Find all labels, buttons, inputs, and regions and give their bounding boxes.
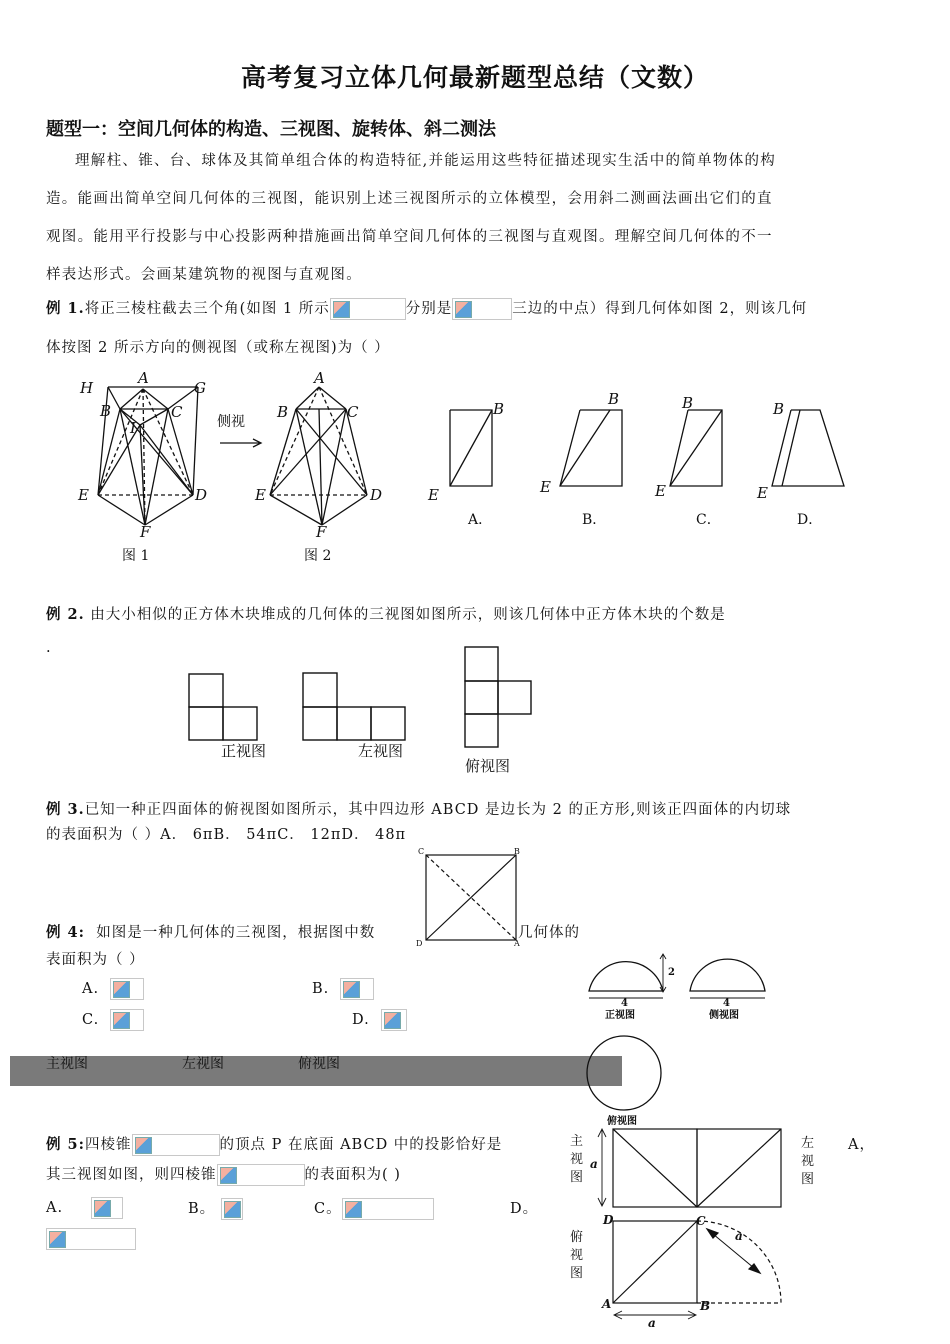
svg-text:I: I bbox=[130, 419, 136, 437]
formula-image bbox=[132, 1134, 220, 1156]
example-2-line-1 bbox=[46, 603, 726, 624]
svg-text:B: B bbox=[773, 400, 785, 418]
svg-text:F: F bbox=[316, 523, 327, 541]
example-5-option-d-image bbox=[46, 1228, 136, 1250]
svg-text:H: H bbox=[80, 379, 94, 397]
intro-line-4: 样表达形式。会画某建筑物的视图与直观图。 bbox=[46, 267, 362, 283]
svg-text:B: B bbox=[277, 403, 289, 421]
example-2-dot: . bbox=[46, 640, 52, 656]
example-5-option-b: B。 bbox=[188, 1197, 243, 1220]
example-4-option-c: C. bbox=[82, 1009, 144, 1031]
example-4-option-a: A. bbox=[82, 978, 144, 1000]
example-5-line-2a: 其三视图如图，则四棱锥 bbox=[46, 1167, 217, 1183]
svg-text:E: E bbox=[540, 478, 551, 496]
example-4-figure bbox=[580, 945, 780, 1130]
intro-line-3: 观图。能用平行投影与中心投影两种措施画出简单空间几何体的三视图与直观图。理解空间几何体的不一 bbox=[46, 229, 773, 245]
formula-image bbox=[330, 298, 406, 320]
top-view-label: 俯视图 bbox=[465, 757, 511, 775]
example-3-line-2: 的表面积为（ ）A． 6πB． 54πC． 12πD． 48π bbox=[46, 827, 407, 843]
top-view-char-3: 图 bbox=[570, 1266, 584, 1281]
corner-b: B bbox=[514, 847, 520, 856]
example-2-text: 由大小相似的正方体木块堆成的几何体的三视图如图所示，则该几何体中正方体木块的个数是 bbox=[90, 607, 726, 623]
fig-top-label: 俯视图 bbox=[607, 1116, 637, 1127]
corner-c: C bbox=[418, 847, 425, 856]
arrow-label: 侧视 bbox=[217, 414, 245, 430]
point-a: A bbox=[602, 1297, 612, 1311]
svg-text:B: B bbox=[100, 402, 112, 420]
example-5-line-1 bbox=[46, 1133, 502, 1156]
left-view-char-3: 图 bbox=[801, 1172, 815, 1187]
main-view-char-3: 图 bbox=[570, 1170, 584, 1185]
left-view-label: 左视图 bbox=[358, 742, 404, 760]
dim-width-side: 4 bbox=[723, 998, 730, 1009]
top-view-char-2: 视 bbox=[570, 1248, 584, 1263]
example-3-figure bbox=[412, 842, 532, 952]
fig-side-label: 侧视图 bbox=[709, 1010, 739, 1021]
example-1-line-2: 体按图 2 所示方向的侧视图（或称左视图)为（ ） bbox=[46, 340, 390, 356]
left-view-char-2: 视 bbox=[801, 1154, 815, 1169]
corner-d: D bbox=[416, 939, 423, 948]
example-5-line-2 bbox=[46, 1163, 401, 1186]
left-view-label: 左视图 bbox=[182, 1056, 224, 1072]
svg-text:E: E bbox=[255, 486, 266, 504]
page-title: 高考复习立体几何最新题型总结（文数） bbox=[240, 63, 709, 92]
example-5-text-a: 四棱锥 bbox=[85, 1137, 132, 1153]
example-2-label: 例 2. bbox=[46, 606, 85, 623]
svg-text:F: F bbox=[140, 523, 151, 541]
svg-text:E: E bbox=[78, 486, 89, 504]
dim-width-front: 4 bbox=[621, 998, 628, 1009]
example-5-text-c: A， bbox=[848, 1137, 875, 1153]
example-4-line-2: 表面积为（ ） bbox=[46, 952, 145, 968]
svg-text:C: C bbox=[171, 403, 183, 421]
example-3-label: 例 3. bbox=[46, 801, 85, 818]
top-view-char-1: 俯 bbox=[570, 1230, 584, 1245]
example-5-option-d: D。 bbox=[510, 1201, 539, 1217]
section-heading: 题型一：空间几何体的构造、三视图、旋转体、斜二测法 bbox=[46, 119, 496, 140]
example-3-text: 已知一种正四面体的俯视图如图所示，其中四边形 ABCD 是边长为 2 的正方形,则该正四面体的内切球 bbox=[84, 802, 792, 818]
point-d: D bbox=[603, 1213, 614, 1227]
example-5-option-c: C。 bbox=[314, 1197, 434, 1220]
intro-line-1: 理解柱、锥、台、球体及其简单组合体的构造特征,并能运用这些特征描述现实生活中的简单物体的构 bbox=[75, 153, 777, 169]
example-4-text-b: 几何体的 bbox=[518, 925, 580, 941]
fig1-caption: 图 1 bbox=[122, 548, 150, 564]
svg-text:D: D bbox=[370, 486, 383, 504]
point-c: C bbox=[696, 1214, 706, 1228]
example-1-text-c: 三边的中点）得到几何体如图 2，则该几何 bbox=[512, 301, 808, 317]
svg-text:A: A bbox=[138, 369, 149, 387]
formula-image bbox=[217, 1164, 305, 1186]
svg-text:E: E bbox=[428, 486, 439, 504]
front-view-label: 正视图 bbox=[221, 742, 267, 760]
main-view-char-1: 主 bbox=[570, 1134, 584, 1149]
svg-text:E: E bbox=[757, 484, 768, 502]
example-2-views bbox=[180, 640, 560, 780]
dim-height: 2 bbox=[668, 967, 675, 978]
point-b: B bbox=[700, 1299, 711, 1313]
svg-text:B: B bbox=[682, 394, 694, 412]
svg-text:A: A bbox=[314, 369, 325, 387]
dim-a-width: a bbox=[648, 1316, 656, 1330]
intro-line-2: 造。能画出简单空间几何体的三视图，能识别上述三视图所示的立体模型，会用斜二测画法画出它们的直 bbox=[46, 191, 773, 207]
main-view-label: 主视图 bbox=[46, 1056, 88, 1072]
svg-text:B: B bbox=[493, 400, 505, 418]
option-c-label: C． bbox=[696, 512, 721, 528]
main-view-char-2: 视 bbox=[570, 1152, 584, 1167]
example-5-figure bbox=[560, 1125, 830, 1344]
example-5-line-2b: 的表面积为( ) bbox=[304, 1167, 401, 1183]
example-1-label: 例 1. bbox=[46, 300, 85, 317]
example-5-label: 例 5: bbox=[46, 1136, 85, 1153]
example-4-option-d: D. bbox=[352, 1009, 407, 1031]
fig-front-label: 正视图 bbox=[605, 1010, 635, 1021]
example-5-option-a: A. bbox=[46, 1197, 123, 1219]
top-view-label: 俯视图 bbox=[298, 1056, 340, 1072]
svg-text:B: B bbox=[608, 390, 620, 408]
example-4-line-1 bbox=[46, 921, 375, 942]
svg-text:C: C bbox=[347, 403, 359, 421]
corner-a: A bbox=[514, 939, 520, 948]
left-view-char-1: 左 bbox=[801, 1136, 815, 1151]
dim-a-height: a bbox=[590, 1157, 598, 1171]
option-a-label: A． bbox=[468, 512, 493, 528]
option-b-label: B． bbox=[582, 512, 607, 528]
example-4-option-b: B. bbox=[312, 978, 374, 1000]
svg-text:E: E bbox=[655, 482, 666, 500]
example-1-text-b: 分别是 bbox=[405, 301, 453, 317]
example-1-text-a: 将正三棱柱截去三个角(如图 1 所示 bbox=[84, 301, 330, 317]
example-4-label: 例 4: bbox=[46, 924, 85, 941]
example-1-figures bbox=[60, 365, 920, 570]
svg-text:D: D bbox=[195, 486, 208, 504]
dim-a-radius: a bbox=[735, 1229, 743, 1243]
example-1-line-1 bbox=[46, 297, 807, 320]
example-4-text-a: 如图是一种几何体的三视图，根据图中数 bbox=[96, 925, 376, 941]
example-5-text-b: 的顶点 P 在底面 ABCD 中的投影恰好是 bbox=[219, 1137, 503, 1153]
formula-image bbox=[452, 298, 512, 320]
svg-text:G: G bbox=[194, 379, 206, 397]
option-d-label: D． bbox=[797, 512, 823, 528]
fig2-caption: 图 2 bbox=[304, 548, 332, 564]
example-3-line-1 bbox=[46, 798, 791, 819]
